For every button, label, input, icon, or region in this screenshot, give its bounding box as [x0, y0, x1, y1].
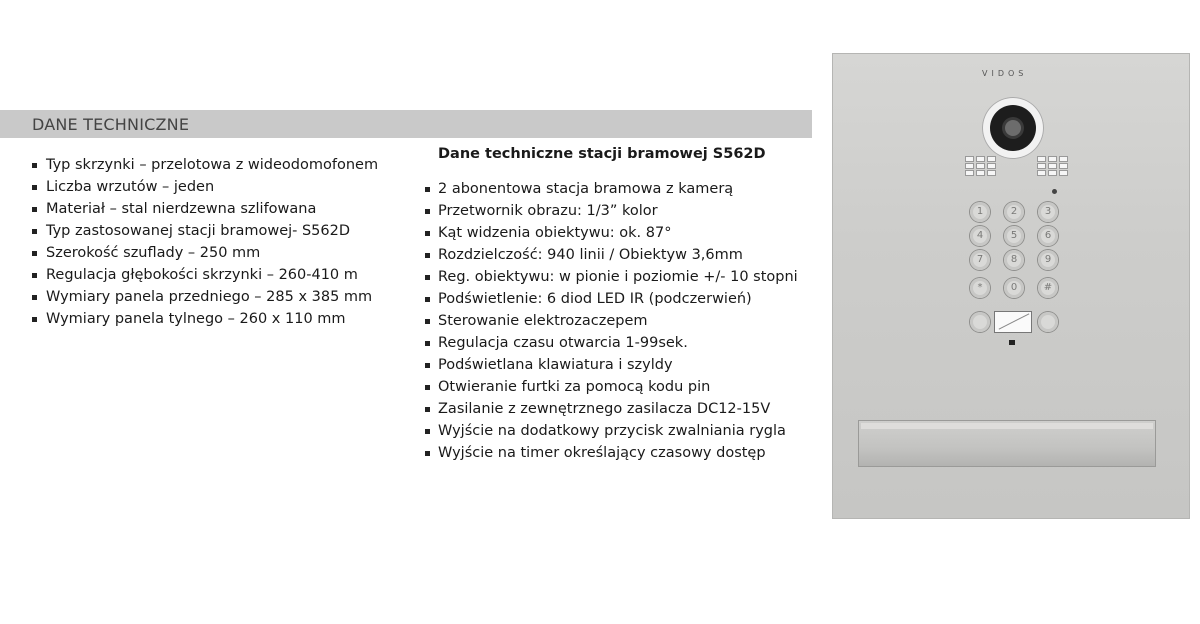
spec-item: Typ zastosowanej stacji bramowej- S562D	[30, 220, 378, 242]
spec-item: 2 abonentowa stacja bramowa z kamerą	[423, 178, 798, 200]
spec-item: Wyjście na dodatkowy przycisk zwalniania rygla	[423, 420, 798, 442]
section-title: DANE TECHNICZNE	[32, 115, 190, 134]
name-plate	[995, 312, 1031, 332]
spec-item: Regulacja czasu otwarcia 1-99sek.	[423, 332, 798, 354]
key-2: 2	[1004, 202, 1024, 222]
key-9: 9	[1038, 250, 1058, 270]
spec-item: Wymiary panela tylnego – 260 x 110 mm	[30, 308, 378, 330]
key-7: 7	[970, 250, 990, 270]
key-hash: #	[1038, 278, 1058, 298]
key-1: 1	[970, 202, 990, 222]
key-4: 4	[970, 226, 990, 246]
key-3: 3	[1038, 202, 1058, 222]
spec-item: Sterowanie elektrozaczepem	[423, 310, 798, 332]
camera-icon	[982, 97, 1044, 159]
section-header-bar	[0, 110, 812, 138]
key-6: 6	[1038, 226, 1058, 246]
spec-item: Przetwornik obrazu: 1/3” kolor	[423, 200, 798, 222]
spec-item: Wymiary panela przedniego – 285 x 385 mm	[30, 286, 378, 308]
spec-item: Zasilanie z zewnętrznego zasilacza DC12-15V	[423, 398, 798, 420]
call-button-left	[970, 312, 990, 332]
station-specs-list	[423, 178, 798, 464]
box-specs-list	[30, 154, 378, 330]
spec-item: Liczba wrzutów – jeden	[30, 176, 378, 198]
product-image-mailbox-panel	[832, 53, 1190, 519]
call-button-right	[1038, 312, 1058, 332]
brand-logo: VIDOS	[982, 69, 1028, 78]
spec-item: Kąt widzenia obiektywu: ok. 87°	[423, 222, 798, 244]
key-star: *	[970, 278, 990, 298]
spec-item: Szerokość szuflady – 250 mm	[30, 242, 378, 264]
spec-item: Materiał – stal nierdzewna szlifowana	[30, 198, 378, 220]
spec-item: Wyjście na timer określający czasowy dostęp	[423, 442, 798, 464]
station-specs-title: Dane techniczne stacji bramowej S562D	[438, 146, 766, 162]
key-0: 0	[1004, 278, 1024, 298]
light-sensor-icon	[1052, 189, 1057, 194]
mail-slot-flap	[859, 421, 1155, 466]
key-5: 5	[1004, 226, 1024, 246]
spec-item: Podświetlana klawiatura i szyldy	[423, 354, 798, 376]
microphone-icon	[1009, 340, 1015, 345]
spec-item: Rozdzielczość: 940 linii / Obiektyw 3,6mm	[423, 244, 798, 266]
key-8: 8	[1004, 250, 1024, 270]
spec-item: Otwieranie furtki za pomocą kodu pin	[423, 376, 798, 398]
spec-item: Regulacja głębokości skrzynki – 260-410 m	[30, 264, 378, 286]
spec-item: Typ skrzynki – przelotowa z wideodomofonem	[30, 154, 378, 176]
spec-item: Podświetlenie: 6 diod LED IR (podczerwień)	[423, 288, 798, 310]
ir-led-left	[966, 157, 995, 175]
ir-led-right	[1038, 157, 1067, 175]
spec-item: Reg. obiektywu: w pionie i poziomie +/- 10 stopni	[423, 266, 798, 288]
